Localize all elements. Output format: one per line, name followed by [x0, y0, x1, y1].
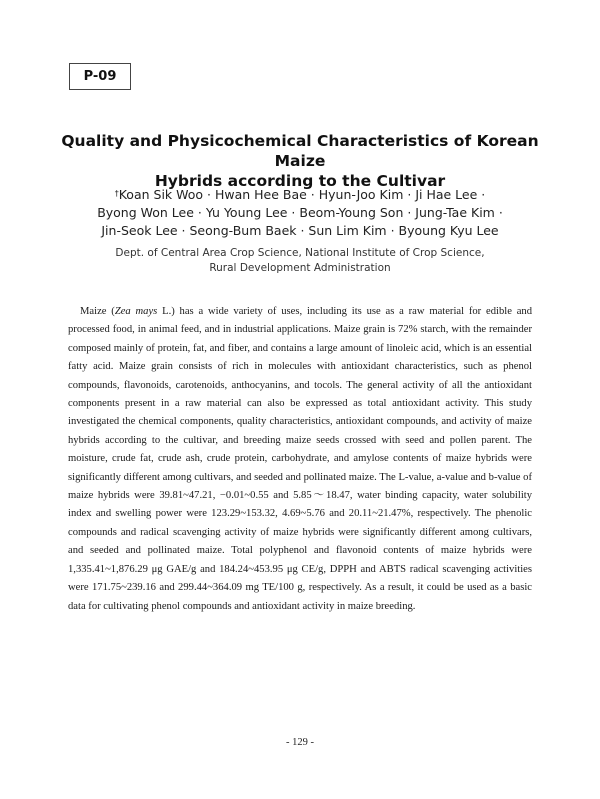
species-name: Zea mays	[114, 306, 158, 317]
abstract-lead: Maize (	[80, 306, 115, 317]
poster-id-badge: P-09	[69, 63, 131, 90]
page-number: - 129 -	[286, 737, 314, 748]
authors-line-3: Jin-Seok Lee · Seong-Bum Baek · Sun Lim Kim · Byoung Kyu Lee	[101, 223, 499, 238]
abstract-text	[68, 303, 532, 616]
title-line-2: Hybrids according to the Cultivar	[154, 172, 446, 190]
authors-line-1: Koan Sik Woo · Hwan Hee Bae · Hyun-Joo Kim · Ji Hae Lee ·	[118, 187, 486, 202]
abstract-body: L.) has a wide variety of uses, including its use as a raw material for edible and processed food, in animal feed, and in industrial applications. Maize grain is 72% starch, with the remainder composed mainly of protein, fat, and fiber, and contains a large amount of linoleic acid, which is an essential fatty acid. Maize grain consists of rich in molecules with antioxidant characteristics, such as phenol compounds, flavonoids, carotenoids, anthocyanins, and tocols. The general activity of all the antioxidant components present in a raw material can also be expressed as total antioxidant activity. This study investigated the chemical components, quality characteristics, antioxidant compounds, and activity of maize hybrids according to the cultivar, and breeding maize seeds crossed with seed and pollen parent. The moisture, crude fat, crude ash, crude protein, carbohydrate, and amylose contents of maize hybrids were significantly different among cultivars, and seeded and pollinated maize. The L-value, a-value and b-value of maize hybrids were 39.81~47.21, −0.01~0.55 and 5.85～18.47, water binding capacity, water solubility index and swelling power were 123.29~153.32, 4.69~5.76 and 20.11~21.47%, respectively. The phenolic compounds and radical scavenging activity of maize hybrids were significantly different among cultivars, and seeded and pollinated maize. Total polyphenol and flavonoid contents of maize hybrids were 1,335.41~1,876.29 μg GAE/g and 184.24~453.95 μg CE/g, DPPH and ABTS radical scavenging activities were 171.75~239.16 and 299.44~364.09 mg TE/100 g, respectively. As a result, it could be used as a basic data for cultivating phenol compounds and antioxidant activity in maize breeding.	[68, 306, 533, 612]
affiliation	[40, 246, 560, 276]
paper-title	[40, 131, 560, 191]
affiliation-line-1: Dept. of Central Area Crop Science, National Institute of Crop Science,	[115, 247, 485, 259]
title-line-1: Quality and Physicochemical Characteristics of Korean Maize	[61, 132, 539, 170]
author-list	[40, 186, 560, 240]
authors-line-2: Byong Won Lee · Yu Young Lee · Beom-Young Son · Jung-Tae Kim ·	[97, 205, 503, 220]
affiliation-line-2: Rural Development Administration	[209, 262, 391, 274]
corresponding-author-mark: †	[114, 189, 119, 198]
